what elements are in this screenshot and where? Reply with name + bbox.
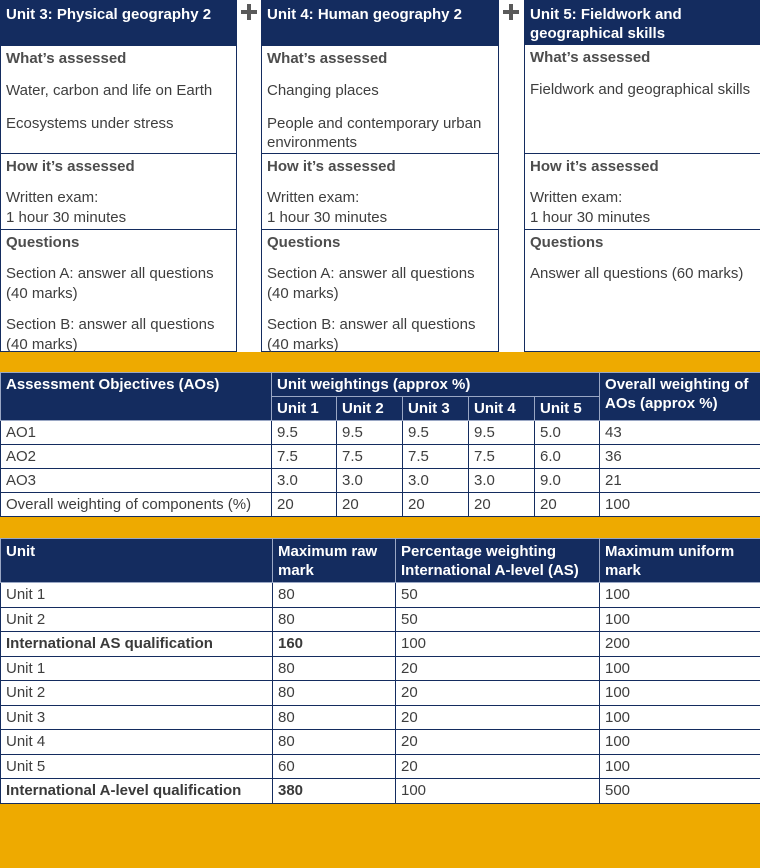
raw-mark-cell: 80 [273,656,396,681]
unit-cell: Unit 4 [1,730,273,755]
ao-value: 7.5 [469,445,535,469]
ao-value: 3.0 [403,469,469,493]
assessed-item: Fieldwork and geographical skills [530,81,751,98]
question-item: Section B: answer all questions (40 marks) [6,316,215,353]
section-heading: What’s assessed [6,50,127,67]
ao-value: 20 [403,493,469,517]
ao-value: 9.0 [535,469,600,493]
ao-overall: 43 [600,421,760,445]
yellow-band-middle [0,516,760,538]
table-row [1,421,760,445]
ao-weighting-table [0,372,760,517]
ao-label: Overall weighting of components (%) [1,493,272,517]
uniform-mark-cell: 100 [600,681,760,706]
unit-cell: Unit 1 [1,656,273,681]
section-heading: What’s assessed [530,49,651,66]
unit-card-5 [524,0,760,352]
whats-assessed-section [262,45,498,153]
unit-card-4 [261,0,499,352]
uniform-mark-cell: 100 [600,730,760,755]
percentage-weighting-header: Percentage weighting International A-level (AS) [396,539,600,583]
ao-value: 20 [535,493,600,517]
unit-cell: International A-level qualification [1,779,273,804]
raw-mark-cell: 80 [273,583,396,608]
table-row [1,493,760,517]
ao-overall: 100 [600,493,760,517]
ao-value: 3.0 [272,469,337,493]
how-assessed-section [525,153,760,229]
percentage-cell: 50 [396,607,600,632]
unit-cell: Unit 2 [1,607,273,632]
unit-header: Unit 2 [337,397,403,421]
questions-section [525,229,760,353]
unit-card-3 [0,0,237,352]
percentage-cell: 100 [396,779,600,804]
how-assessed-section [1,153,236,229]
ao-value: 3.0 [337,469,403,493]
table-row [1,681,760,706]
unit-card-title: Unit 5: Fieldwork and geographical skills [525,1,760,45]
section-heading: Questions [6,234,80,251]
table-row [1,730,760,755]
plus-icon [502,3,520,21]
ao-value: 20 [272,493,337,517]
section-heading: How it’s assessed [530,158,659,175]
raw-mark-header: Maximum raw mark [273,539,396,583]
uniform-mark-cell: 100 [600,607,760,632]
ao-value: 6.0 [535,445,600,469]
ao-label: AO2 [1,445,272,469]
uniform-mark-cell: 100 [600,583,760,608]
unit-cell: International AS qualification [1,632,273,657]
ao-label: AO1 [1,421,272,445]
whats-assessed-section [1,45,236,153]
unit-cell: Unit 2 [1,681,273,706]
table-row [1,445,760,469]
raw-mark-cell: 380 [273,779,396,804]
unit-card-title: Unit 4: Human geography 2 [262,1,498,45]
ao-label: AO3 [1,469,272,493]
percentage-cell: 20 [396,705,600,730]
ao-value: 20 [337,493,403,517]
section-heading: What’s assessed [267,50,388,67]
how-assessed-section [262,153,498,229]
ao-value: 9.5 [337,421,403,445]
section-heading: How it’s assessed [6,158,135,175]
table-row-total [1,779,760,804]
unit-header: Unit [1,539,273,583]
overall-weighting-header: Overall weighting of AOs (approx %) [600,373,760,421]
ao-value: 5.0 [535,421,600,445]
ao-overall: 21 [600,469,760,493]
table-row [1,656,760,681]
yellow-band-bottom [0,798,760,868]
table-row [1,754,760,779]
raw-mark-cell: 80 [273,607,396,632]
assessed-item: Ecosystems under stress [6,114,174,132]
questions-section [1,229,236,353]
uniform-mark-cell: 200 [600,632,760,657]
unit-weightings-header: Unit weightings (approx %) [272,373,600,397]
unit-header: Unit 1 [272,397,337,421]
exam-duration: 1 hour 30 minutes [530,208,651,226]
ao-value: 9.5 [272,421,337,445]
yellow-band-top [0,352,760,372]
section-heading: How it’s assessed [267,158,396,175]
raw-mark-cell: 80 [273,681,396,706]
table-row [1,469,760,493]
ao-value: 3.0 [469,469,535,493]
percentage-cell: 100 [396,632,600,657]
uniform-mark-cell: 100 [600,705,760,730]
percentage-cell: 20 [396,754,600,779]
exam-type: Written exam: [530,189,623,206]
ao-value: 20 [469,493,535,517]
percentage-cell: 20 [396,656,600,681]
table-row-total [1,632,760,657]
percentage-cell: 50 [396,583,600,608]
table-row [1,705,760,730]
uniform-mark-cell: 500 [600,779,760,804]
whats-assessed-section [525,45,760,153]
questions-section [262,229,498,353]
assessed-item: People and contemporary urban environments [267,114,482,151]
ao-value: 9.5 [469,421,535,445]
unit-card-title: Unit 3: Physical geography 2 [1,1,236,45]
uniform-mark-cell: 100 [600,754,760,779]
percentage-cell: 20 [396,730,600,755]
question-item: Section A: answer all questions (40 marks) [6,265,214,302]
question-item: Section A: answer all questions (40 marks) [267,265,475,302]
ao-value: 7.5 [403,445,469,469]
exam-type: Written exam: [6,189,99,206]
exam-duration: 1 hour 30 minutes [6,208,127,226]
ao-value: 7.5 [272,445,337,469]
table-row [1,607,760,632]
unit-cell: Unit 3 [1,705,273,730]
assessed-item: Water, carbon and life on Earth [6,82,213,99]
question-item: Answer all questions (60 marks) [530,265,744,282]
section-heading: Questions [267,234,341,251]
unit-cell: Unit 5 [1,754,273,779]
uniform-mark-header: Maximum uniform mark [600,539,760,583]
section-heading: Questions [530,234,604,251]
assessed-item: Changing places [267,82,379,99]
uniform-mark-cell: 100 [600,656,760,681]
raw-mark-cell: 80 [273,705,396,730]
table-row [1,583,760,608]
ao-value: 9.5 [403,421,469,445]
raw-mark-cell: 80 [273,730,396,755]
ao-column-header: Assessment Objectives (AOs) [1,373,272,421]
plus-icon [240,3,258,21]
raw-mark-cell: 160 [273,632,396,657]
unit-cell: Unit 1 [1,583,273,608]
exam-type: Written exam: [267,189,360,206]
ao-value: 7.5 [337,445,403,469]
unit-header: Unit 5 [535,397,600,421]
ao-overall: 36 [600,445,760,469]
exam-duration: 1 hour 30 minutes [267,208,388,226]
unit-header: Unit 3 [403,397,469,421]
marks-table [0,538,760,804]
unit-header: Unit 4 [469,397,535,421]
question-item: Section B: answer all questions (40 marks) [267,316,476,353]
raw-mark-cell: 60 [273,754,396,779]
percentage-cell: 20 [396,681,600,706]
